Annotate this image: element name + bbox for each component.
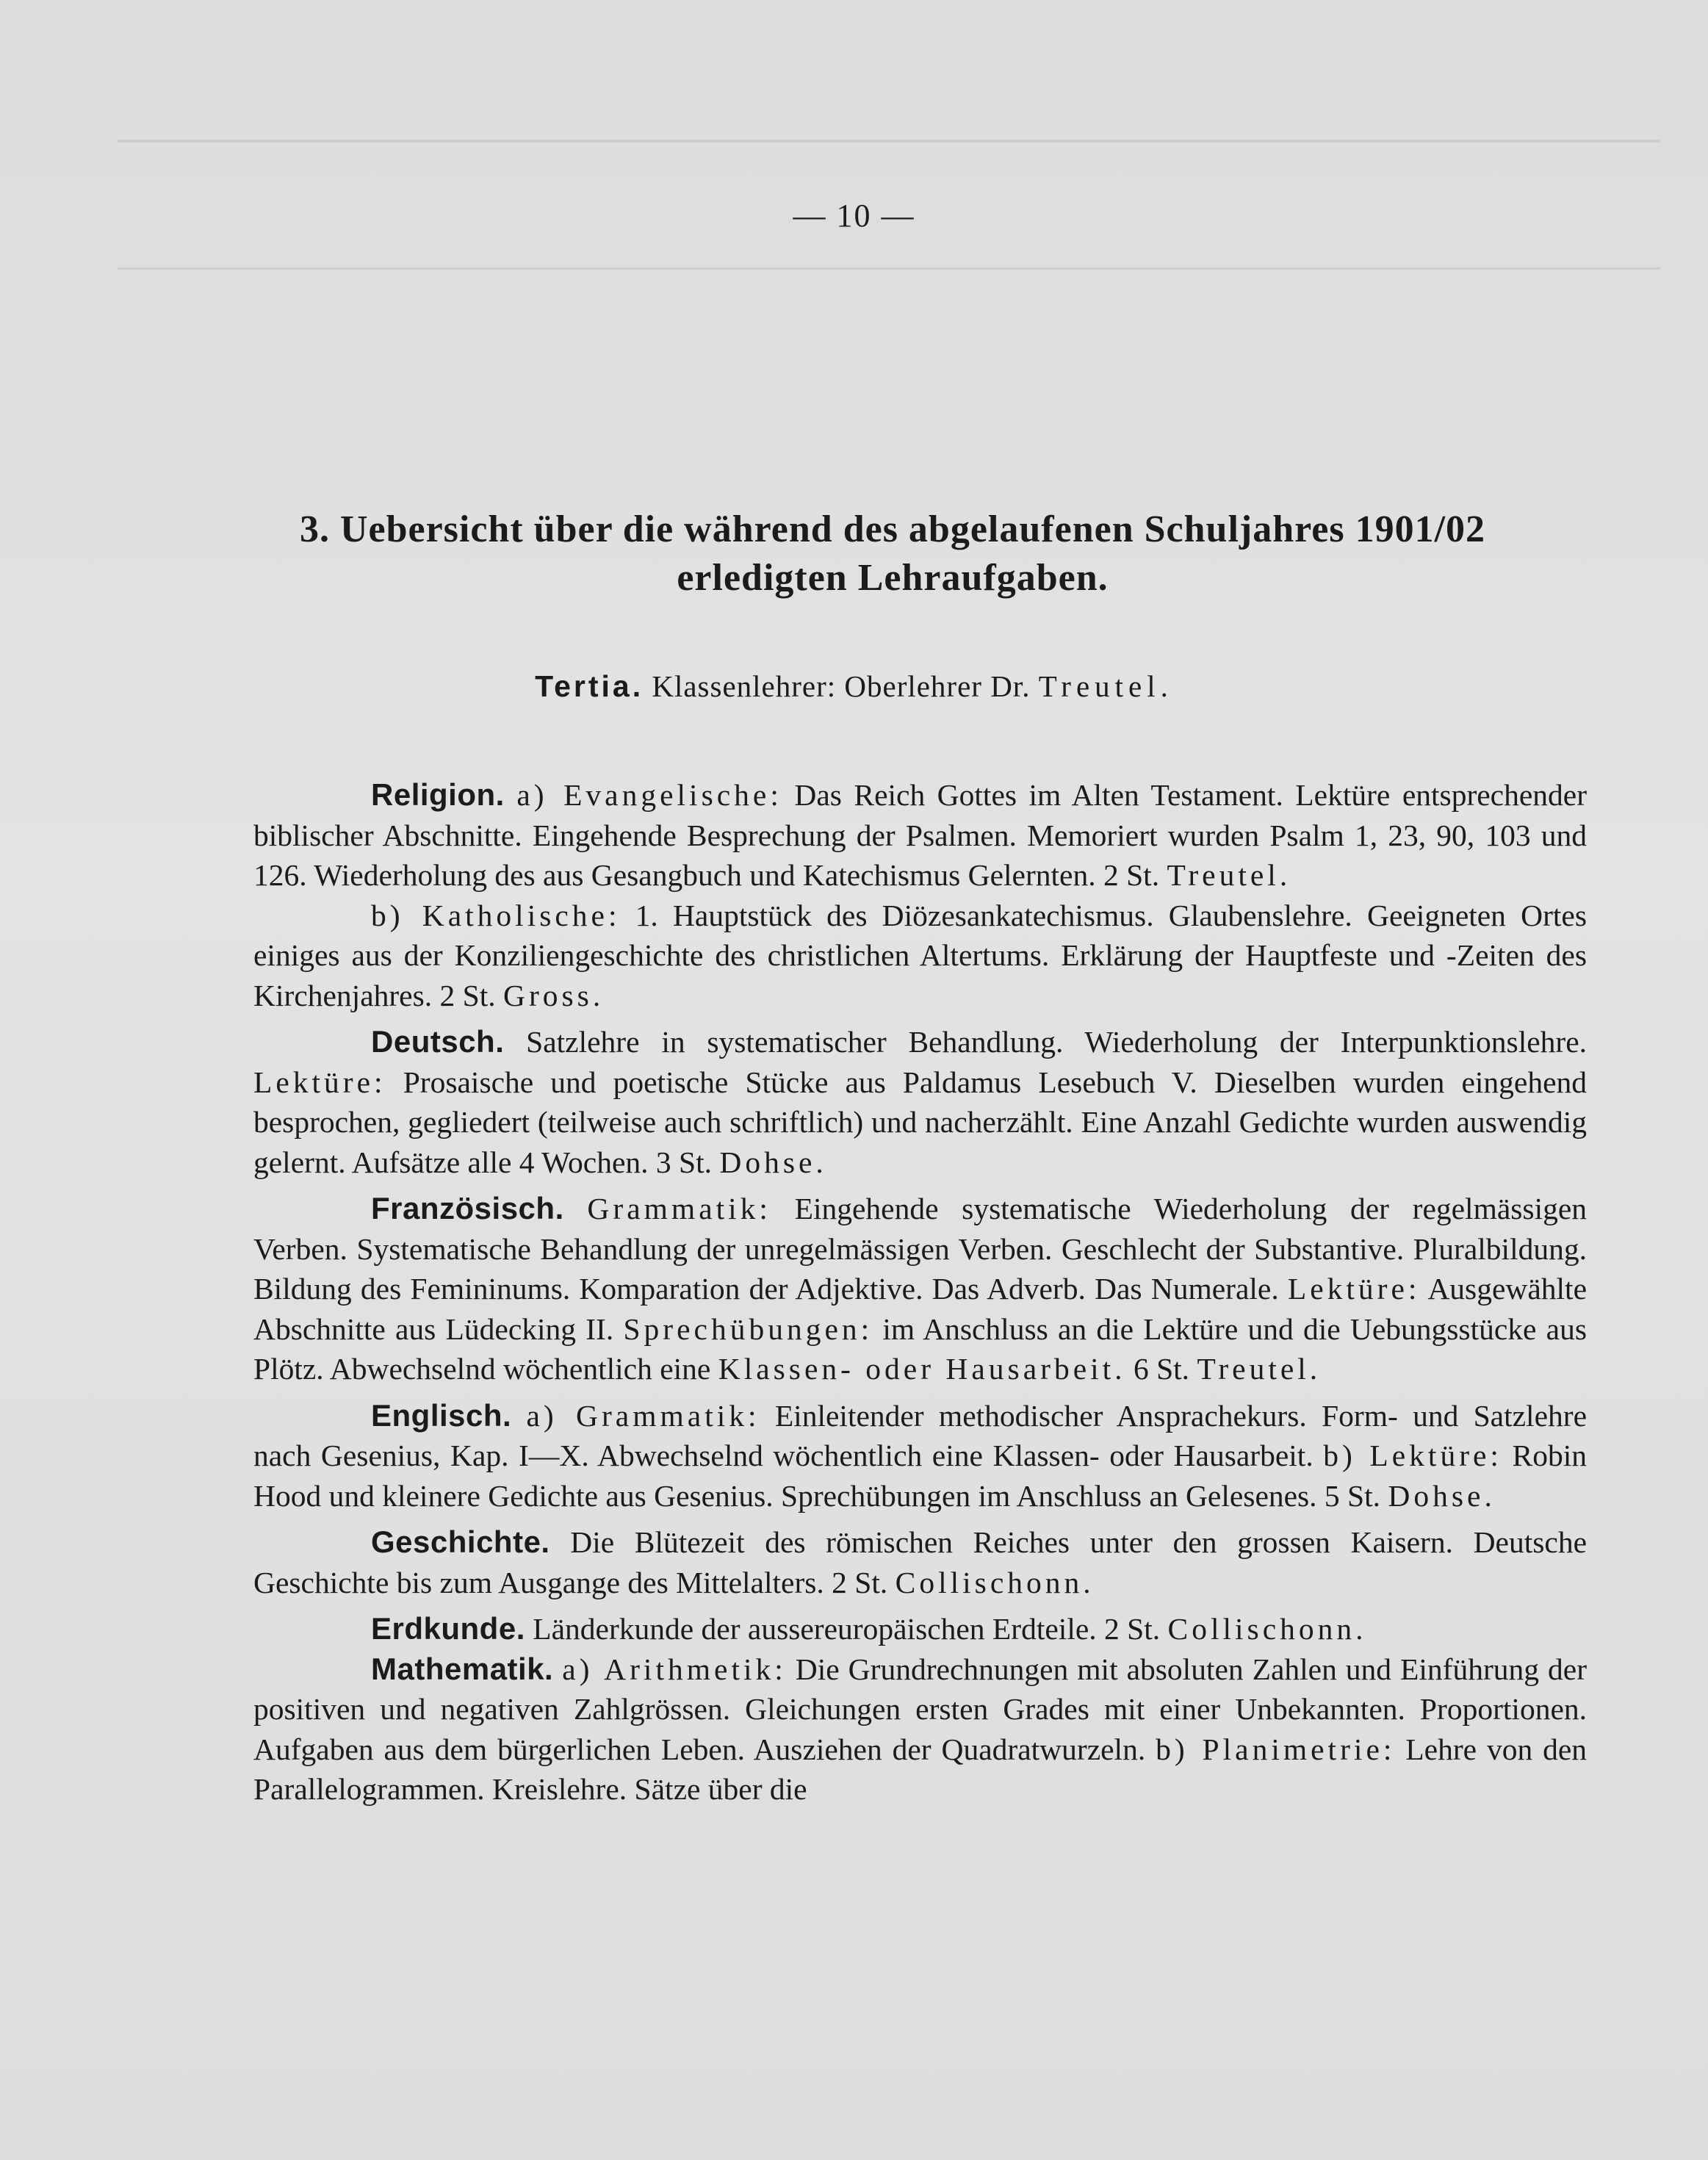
subject-heading-englisch: Englisch. [371,1397,512,1433]
subject-erdkunde [253,1609,1587,1649]
franzoesisch-label-3: Sprechübungen: [623,1311,873,1346]
geschichte-teacher: Collischonn. [895,1565,1095,1599]
section-title-line-2: erledigten Lehraufgaben. [677,557,1109,599]
religion-a-label: a) Evangelische: [516,778,782,812]
subject-englisch [253,1396,1587,1516]
deutsch-teacher: Dohse. [719,1145,827,1179]
franzoesisch-label-4: Klassen- oder Hausarbeit. [718,1352,1126,1386]
mathematik-a-text: Die Grundrechnungen mit absoluten Zahlen und Einführung der positiven und negativen Zahlgrössen. Gleichungen ersten Grades mit einer Unbekannten. Proportionen. Aufgaben aus dem bürgerlichen Leben. Ausziehen der Quadratwurzeln. [253,1652,1588,1766]
subject-heading-mathematik: Mathematik. [371,1651,554,1686]
religion-b-label: b) Katholische: [371,898,621,932]
englisch-a-label: a) Grammatik: [526,1398,760,1433]
deutsch-text-2: Prosaische und poetische Stücke aus Paldamus Lesebuch V. Dieselben wurden eingehend besprochen, gegliedert (teilweise auch schriftlich) und nacherzählt. Eine Anzahl Gedichte wurden auswendig gelernt. Aufsätze alle 4 Wochen. 3 St. [253,1065,1587,1179]
mathematik-b-text: Lehre von den Parallelogrammen. Kreislehre. Sätze über die [253,1732,1588,1806]
subject-heading-geschichte: Geschichte. [371,1524,550,1559]
page-number: — 10 — [793,198,915,234]
section-title-line-1: 3. Uebersicht über die während des abgelaufenen Schuljahres 1901/02 [299,508,1486,550]
franzoesisch-teacher: Treutel. [1197,1352,1322,1386]
section-title [191,505,1594,602]
subject-heading-erdkunde: Erdkunde. [371,1611,525,1646]
subject-mathematik [253,1649,1587,1810]
subject-deutsch [253,1022,1587,1182]
religion-b-teacher: Gross. [502,978,605,1012]
franzoesisch-text-1: Eingehende systematische Wiederholung der regelmässigen Verben. Systematische Behandlung der unregelmässigen Verben. Geschlecht der Substantive. Pluralbildung. Bildung des Femininums. Komparation der Adjektive. Das Adverb. Das Numerale. [253,1192,1588,1306]
subject-heading-religion: Religion. [371,777,505,812]
religion-b-text: 1. Hauptstück des Diözesankatechismus. Glaubenslehre. Geeigneten Ortes einiges aus der Konziliengeschichte des christlichen Altertums. Erklärung der Hauptfeste und -Zeiten des Kirchenjahres. 2 St. [253,898,1587,1012]
deutsch-text-1: Satzlehre in systematischer Behandlung. Wiederholung der Interpunktionslehre. [526,1025,1588,1059]
class-teacher-name: Treutel. [1038,669,1173,703]
franzoesisch-label-2: Lektüre: [1287,1272,1421,1306]
englisch-b-text: Robin Hood und kleinere Gedichte aus Gesenius. Sprechübungen im Anschluss an Gelesenes. 5 St. [253,1439,1587,1513]
religion-a-teacher: Treutel. [1167,858,1291,892]
subject-religion-a [253,775,1587,896]
franzoesisch-text-3: im Anschluss an die Lektüre und die Uebungsstücke aus Plötz. Abwechselnd wöchentlich eine [253,1311,1587,1386]
subject-heading-franzoesisch: Französisch. [371,1191,564,1225]
franzoesisch-text-2: Ausgewählte Abschnitte aus Lüdecking II. [253,1272,1587,1346]
englisch-teacher: Dohse. [1388,1478,1496,1513]
subject-geschichte [253,1522,1587,1602]
religion-a-text: Das Reich Gottes im Alten Testament. Lektüre entsprechender biblischer Abschnitte. Eingehende Besprechung der Psalmen. Memoriert wurden Psalm 1, 23, 90, 103 und 126. Wiederholung des aus Gesangbuch und Katechismus Gelernten. 2 St. [253,778,1588,892]
erdkunde-text: Länderkunde der aussereuropäischen Erdteile. 2 St. [533,1612,1161,1646]
mathematik-b-label: b) Planimetrie: [1156,1732,1396,1766]
deutsch-label: Lektüre: [253,1065,386,1099]
subject-heading-deutsch: Deutsch. [371,1024,505,1059]
mathematik-a-label: a) Arithmetik: [562,1652,787,1686]
lesson-content [253,775,1587,1816]
englisch-a-text: Einleitender methodischer Ansprachekurs. Form- und Satzlehre nach Gesenius, Kap. I—X. Abwechselnd wöchentlich eine Klassen- oder Hausarbeit. [253,1398,1587,1472]
franzoesisch-text-4: 6 St. [1133,1352,1190,1386]
class-name: Tertia. [535,669,644,703]
subject-religion-b [253,896,1587,1016]
geschichte-text: Die Blütezeit des römischen Reiches unter den grossen Kaisern. Deutsche Geschichte bis zum Ausgange des Mittelalters. 2 St. [253,1525,1587,1599]
subject-franzoesisch [253,1189,1587,1389]
erdkunde-teacher: Collischonn. [1167,1612,1367,1646]
teacher-prefix: Klassenlehrer: Oberlehrer Dr. [652,669,1031,703]
franzoesisch-label-1: Grammatik: [587,1192,771,1225]
class-teacher-line [0,669,1708,704]
englisch-b-label: b) Lektüre: [1323,1439,1502,1472]
